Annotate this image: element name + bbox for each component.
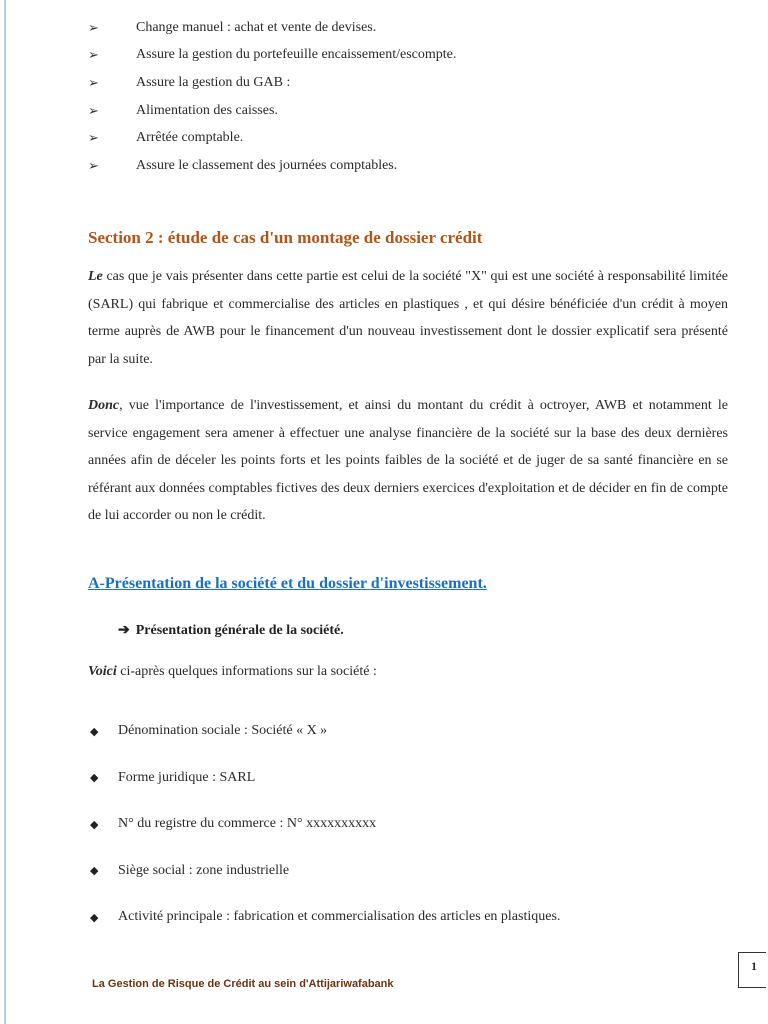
arrow-right-icon: ➔ xyxy=(118,623,130,638)
list-item xyxy=(88,152,728,180)
paragraph-text: , vue l'importance de l'investissement, et ainsi du montant du crédit à octroyer, AWB et notamment le service engagement sera amener à effectuer une analyse financière de la société sur la base des deux dernières années afin de déceler les points forts et les points faibles de la société et de juger de sa santé financière en se référant aux données comptables fictives des deux derniers exercices d'exploitation et de décider en fin de compte de lui accorder ou non le crédit. xyxy=(88,398,728,523)
diamond-bullet-icon: ◆ xyxy=(90,865,99,878)
list-item-text: Arrêtée comptable. xyxy=(136,130,244,146)
list-item-text: Change manuel : achat et vente de devises. xyxy=(136,19,377,35)
page-footer: La Gestion de Risque de Crédit au sein d'Attijariwafabank xyxy=(92,978,394,990)
section-title: Section 2 : étude de cas d'un montage de dossier crédit xyxy=(88,228,483,247)
arrow-bullet-icon: ➢ xyxy=(88,19,99,35)
list-item-text: Dénomination sociale : Société « X » xyxy=(118,723,328,739)
list-item-text: Assure la gestion du GAB : xyxy=(136,74,291,90)
company-info-list xyxy=(90,708,730,941)
arrow-heading xyxy=(118,622,344,639)
list-item-text: N° du registre du commerce : N° xxxxxxxxxx xyxy=(118,816,377,832)
list-item-text: Activité principale : fabrication et commercialisation des articles en plastiques. xyxy=(118,909,561,925)
paragraph-analysis xyxy=(88,392,728,530)
list-item xyxy=(88,97,728,125)
list-item xyxy=(90,755,730,802)
list-item xyxy=(90,801,730,848)
list-item-text: Alimentation des caisses. xyxy=(136,102,278,118)
paragraph-text: cas que je vais présenter dans cette partie est celui de la société "X" qui est une société à responsabilité limitée (SARL) qui fabrique et commercialise des articles en plastiques , et qui désire bénéficiée d'un crédit à moyen terme auprès de AWB pour le financement d'un nouveau investissement dont le dossier explicatif sera présenté par la suite. xyxy=(88,269,728,367)
list-item xyxy=(88,69,728,97)
diamond-bullet-icon: ◆ xyxy=(90,772,99,785)
list-item xyxy=(88,42,728,70)
page-number: 1 xyxy=(738,952,766,988)
list-item xyxy=(90,894,730,941)
list-item xyxy=(88,124,728,152)
list-item-text: Assure le classement des journées comptables. xyxy=(136,157,398,173)
paragraph-lead: Le xyxy=(88,269,103,284)
list-item xyxy=(88,14,728,42)
list-item-text: Assure la gestion du portefeuille encaissement/escompte. xyxy=(136,47,457,63)
arrow-bullet-icon: ➢ xyxy=(88,47,99,63)
arrow-bullet-icon: ➢ xyxy=(88,74,99,90)
intro-line xyxy=(88,664,377,680)
paragraph-case-intro xyxy=(88,263,728,373)
subsection-title: A-Présentation de la société et du dossier d'investissement. xyxy=(88,575,487,592)
diamond-bullet-icon: ◆ xyxy=(90,818,99,831)
list-item-text: Forme juridique : SARL xyxy=(118,769,256,785)
paragraph-lead: Donc xyxy=(88,398,120,413)
arrow-bullet-icon: ➢ xyxy=(88,102,99,118)
diamond-bullet-icon: ◆ xyxy=(90,725,99,738)
intro-lead: Voici xyxy=(88,664,117,679)
arrow-bullet-icon: ➢ xyxy=(88,130,99,146)
list-item xyxy=(90,708,730,755)
diamond-bullet-icon: ◆ xyxy=(90,911,99,924)
task-list xyxy=(88,14,728,180)
list-item-text: Siège social : zone industrielle xyxy=(118,862,290,878)
intro-text: ci-après quelques informations sur la société : xyxy=(116,664,377,679)
page-left-edge xyxy=(4,0,6,1024)
list-item xyxy=(90,848,730,895)
arrow-bullet-icon: ➢ xyxy=(88,157,99,173)
arrow-heading-text: Présentation générale de la société. xyxy=(135,623,344,638)
